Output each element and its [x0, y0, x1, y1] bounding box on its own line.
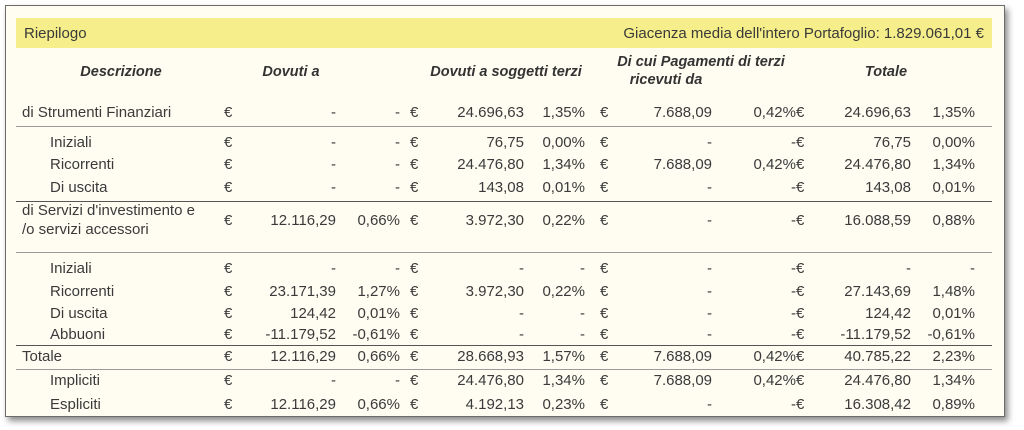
- dovuti-a-value: 23.171,39: [269, 283, 336, 300]
- header-di-cui-line2: ricevuti da: [629, 72, 703, 88]
- dovuti-terzi-value: 4.192,13: [465, 396, 524, 413]
- ricevuti-value: 7.688,09: [653, 156, 712, 173]
- currency-symbol: €: [224, 134, 233, 151]
- dovuti-a-value: -: [331, 156, 336, 173]
- table-row: [6, 258, 1006, 280]
- totale-value: 124,42: [865, 305, 911, 322]
- currency-symbol: €: [600, 179, 609, 196]
- dovuti-terzi-value: 24.476,80: [457, 372, 524, 389]
- table-row: [6, 132, 1006, 154]
- dovuti-a-percent: -: [395, 179, 400, 196]
- currency-symbol: €: [224, 372, 233, 389]
- currency-symbol: €: [600, 396, 609, 413]
- currency-symbol: €: [796, 283, 805, 300]
- row-description: Iniziali: [50, 134, 92, 151]
- currency-symbol: €: [796, 156, 805, 173]
- table-row: [6, 324, 1006, 346]
- dovuti-a-percent: 1,27%: [357, 283, 400, 300]
- dovuti-a-value: 12.116,29: [270, 396, 336, 413]
- row-description: Iniziali: [50, 260, 92, 277]
- totale-value: 27.143,69: [844, 283, 911, 300]
- ricevuti-percent: -: [791, 283, 796, 300]
- totale-value: 24.476,80: [844, 156, 911, 173]
- row-divider: [16, 126, 992, 127]
- table-row: [6, 394, 1006, 416]
- totale-percent: 2,23%: [932, 348, 975, 365]
- row-description-line2: /o servizi accessori: [22, 221, 149, 238]
- row-description: Di uscita: [50, 305, 108, 322]
- dovuti-a-percent: -0,61%: [352, 326, 400, 343]
- totale-percent: -: [970, 260, 975, 277]
- dovuti-terzi-value: -: [519, 305, 524, 322]
- ricevuti-percent: 0,42%: [753, 104, 796, 121]
- currency-symbol: €: [410, 179, 419, 196]
- row-divider: [16, 252, 992, 253]
- ricevuti-percent: 0,42%: [753, 156, 796, 173]
- dovuti-a-value: 12.116,29: [270, 348, 336, 365]
- currency-symbol: €: [600, 104, 609, 121]
- totale-value: 16.088,59: [844, 212, 911, 229]
- currency-symbol: €: [224, 326, 233, 343]
- table-row: [6, 346, 1006, 368]
- ricevuti-value: 7.688,09: [653, 372, 712, 389]
- ricevuti-value: -: [707, 134, 712, 151]
- currency-symbol: €: [600, 134, 609, 151]
- table-row: [6, 370, 1006, 392]
- row-description: Ricorrenti: [50, 156, 115, 173]
- currency-symbol: €: [600, 260, 609, 277]
- dovuti-terzi-value: 28.668,93: [457, 348, 524, 365]
- totale-value: 16.308,42: [844, 396, 911, 413]
- row-description: di Servizi d'investimento e: [22, 202, 195, 219]
- row-divider: [16, 345, 992, 346]
- dovuti-a-percent: 0,01%: [357, 305, 400, 322]
- row-description: Di uscita: [50, 179, 108, 196]
- ricevuti-percent: -: [791, 326, 796, 343]
- totale-value: 76,75: [873, 134, 911, 151]
- dovuti-terzi-percent: 1,35%: [542, 104, 585, 121]
- currency-symbol: €: [600, 326, 609, 343]
- currency-symbol: €: [410, 326, 419, 343]
- table-row: [6, 177, 1006, 199]
- dovuti-a-value: -: [331, 104, 336, 121]
- dovuti-a-percent: -: [395, 156, 400, 173]
- dovuti-terzi-percent: 0,00%: [542, 134, 585, 151]
- currency-symbol: €: [410, 372, 419, 389]
- dovuti-terzi-value: 143,08: [478, 179, 524, 196]
- currency-symbol: €: [600, 156, 609, 173]
- dovuti-terzi-percent: -: [580, 326, 585, 343]
- currency-symbol: €: [224, 305, 233, 322]
- totale-value: -11.179,52: [840, 326, 911, 343]
- dovuti-terzi-percent: 1,57%: [542, 348, 585, 365]
- row-description: Totale: [22, 348, 63, 365]
- currency-symbol: €: [224, 396, 233, 413]
- dovuti-a-value: -: [331, 179, 336, 196]
- currency-symbol: €: [796, 104, 805, 121]
- dovuti-terzi-value: 24.476,80: [457, 156, 524, 173]
- currency-symbol: €: [224, 156, 233, 173]
- currency-symbol: €: [796, 372, 805, 389]
- table-row: [6, 154, 1006, 176]
- dovuti-terzi-percent: 1,34%: [542, 372, 585, 389]
- dovuti-terzi-value: -: [519, 260, 524, 277]
- currency-symbol: €: [224, 104, 233, 121]
- currency-symbol: €: [796, 212, 805, 229]
- row-description: Impliciti: [50, 372, 101, 389]
- dovuti-terzi-value: 76,75: [486, 134, 524, 151]
- dovuti-terzi-value: 24.696,63: [457, 104, 524, 121]
- summary-title-bar: [16, 18, 992, 48]
- currency-symbol: €: [410, 156, 419, 173]
- totale-value: -: [906, 260, 911, 277]
- dovuti-a-value: 124,42: [290, 305, 336, 322]
- currency-symbol: €: [796, 179, 805, 196]
- table-row: [6, 102, 1006, 124]
- ricevuti-value: -: [707, 283, 712, 300]
- currency-symbol: €: [410, 212, 419, 229]
- currency-symbol: €: [224, 348, 233, 365]
- header-totale: Totale: [864, 64, 908, 80]
- dovuti-a-percent: 0,66%: [357, 212, 400, 229]
- dovuti-a-percent: -: [395, 372, 400, 389]
- ricevuti-value: -: [707, 212, 712, 229]
- totale-value: 40.785,22: [844, 348, 911, 365]
- totale-percent: 1,34%: [932, 372, 975, 389]
- dovuti-terzi-percent: 0,01%: [542, 179, 585, 196]
- currency-symbol: €: [410, 260, 419, 277]
- ricevuti-value: -: [707, 260, 712, 277]
- summary-panel: [5, 5, 1005, 417]
- row-description: Ricorrenti: [50, 283, 115, 300]
- row-divider: [16, 369, 992, 370]
- dovuti-a-value: -11.179,52: [265, 326, 336, 343]
- row-description: Espliciti: [50, 396, 101, 413]
- currency-symbol: €: [600, 372, 609, 389]
- row-divider: [16, 201, 992, 202]
- totale-percent: 0,88%: [932, 212, 975, 229]
- currency-symbol: €: [224, 283, 233, 300]
- currency-symbol: €: [224, 212, 233, 229]
- totale-percent: 0,01%: [932, 305, 975, 322]
- dovuti-terzi-value: -: [519, 326, 524, 343]
- header-dovuti-a: Dovuti a: [262, 64, 320, 80]
- ricevuti-value: -: [707, 305, 712, 322]
- currency-symbol: €: [796, 134, 805, 151]
- currency-symbol: €: [600, 283, 609, 300]
- currency-symbol: €: [410, 348, 419, 365]
- dovuti-terzi-percent: -: [580, 305, 585, 322]
- summary-title: Riepilogo: [24, 24, 87, 42]
- ricevuti-percent: -: [791, 396, 796, 413]
- dovuti-terzi-percent: 1,34%: [542, 156, 585, 173]
- ricevuti-value: -: [707, 179, 712, 196]
- currency-symbol: €: [600, 212, 609, 229]
- totale-value: 24.476,80: [844, 372, 911, 389]
- ricevuti-percent: -: [791, 305, 796, 322]
- dovuti-terzi-value: 3.972,30: [465, 283, 524, 300]
- currency-symbol: €: [224, 179, 233, 196]
- ricevuti-value: -: [707, 326, 712, 343]
- ricevuti-percent: 0,42%: [753, 348, 796, 365]
- totale-value: 143,08: [865, 179, 911, 196]
- ricevuti-percent: -: [791, 260, 796, 277]
- dovuti-a-percent: -: [395, 104, 400, 121]
- dovuti-a-percent: 0,66%: [357, 396, 400, 413]
- currency-symbol: €: [410, 134, 419, 151]
- ricevuti-percent: -: [791, 212, 796, 229]
- header-dovuti-terzi: Dovuti a soggetti terzi: [430, 64, 582, 80]
- dovuti-a-value: -: [331, 260, 336, 277]
- table-row: [6, 303, 1006, 325]
- totale-percent: -0,61%: [927, 326, 975, 343]
- currency-symbol: €: [410, 283, 419, 300]
- dovuti-terzi-percent: 0,22%: [542, 212, 585, 229]
- dovuti-a-percent: -: [395, 260, 400, 277]
- dovuti-a-percent: 0,66%: [357, 348, 400, 365]
- row-description: Abbuoni: [50, 326, 106, 343]
- header-descrizione: Descrizione: [80, 64, 162, 80]
- totale-percent: 0,00%: [932, 134, 975, 151]
- ricevuti-percent: -: [791, 179, 796, 196]
- ricevuti-value: 7.688,09: [653, 348, 712, 365]
- totale-percent: 1,35%: [932, 104, 975, 121]
- row-description: di Strumenti Finanziari: [22, 104, 172, 121]
- table-row: [6, 281, 1006, 303]
- currency-symbol: €: [224, 260, 233, 277]
- totale-percent: 1,48%: [932, 283, 975, 300]
- dovuti-a-value: -: [331, 134, 336, 151]
- totale-percent: 0,89%: [932, 396, 975, 413]
- currency-symbol: €: [796, 396, 805, 413]
- totale-value: 24.696,63: [844, 104, 911, 121]
- currency-symbol: €: [796, 260, 805, 277]
- currency-symbol: €: [410, 305, 419, 322]
- average-holding-label: Giacenza media dell'intero Portafoglio: 1.829.061,01 €: [623, 24, 984, 42]
- currency-symbol: €: [796, 348, 805, 365]
- header-di-cui-line1: Di cui Pagamenti di terzi: [617, 54, 785, 70]
- currency-symbol: €: [796, 305, 805, 322]
- currency-symbol: €: [600, 348, 609, 365]
- dovuti-terzi-value: 3.972,30: [465, 212, 524, 229]
- dovuti-terzi-percent: 0,23%: [542, 396, 585, 413]
- dovuti-a-value: -: [331, 372, 336, 389]
- currency-symbol: €: [410, 396, 419, 413]
- dovuti-a-percent: -: [395, 134, 400, 151]
- ricevuti-value: -: [707, 396, 712, 413]
- ricevuti-percent: 0,42%: [753, 372, 796, 389]
- currency-symbol: €: [410, 104, 419, 121]
- totale-percent: 1,34%: [932, 156, 975, 173]
- ricevuti-percent: -: [791, 134, 796, 151]
- dovuti-terzi-percent: 0,22%: [542, 283, 585, 300]
- currency-symbol: €: [600, 305, 609, 322]
- table-row: [6, 200, 1006, 242]
- ricevuti-value: 7.688,09: [653, 104, 712, 121]
- totale-percent: 0,01%: [932, 179, 975, 196]
- dovuti-terzi-percent: -: [580, 260, 585, 277]
- dovuti-a-value: 12.116,29: [270, 212, 336, 229]
- currency-symbol: €: [796, 326, 805, 343]
